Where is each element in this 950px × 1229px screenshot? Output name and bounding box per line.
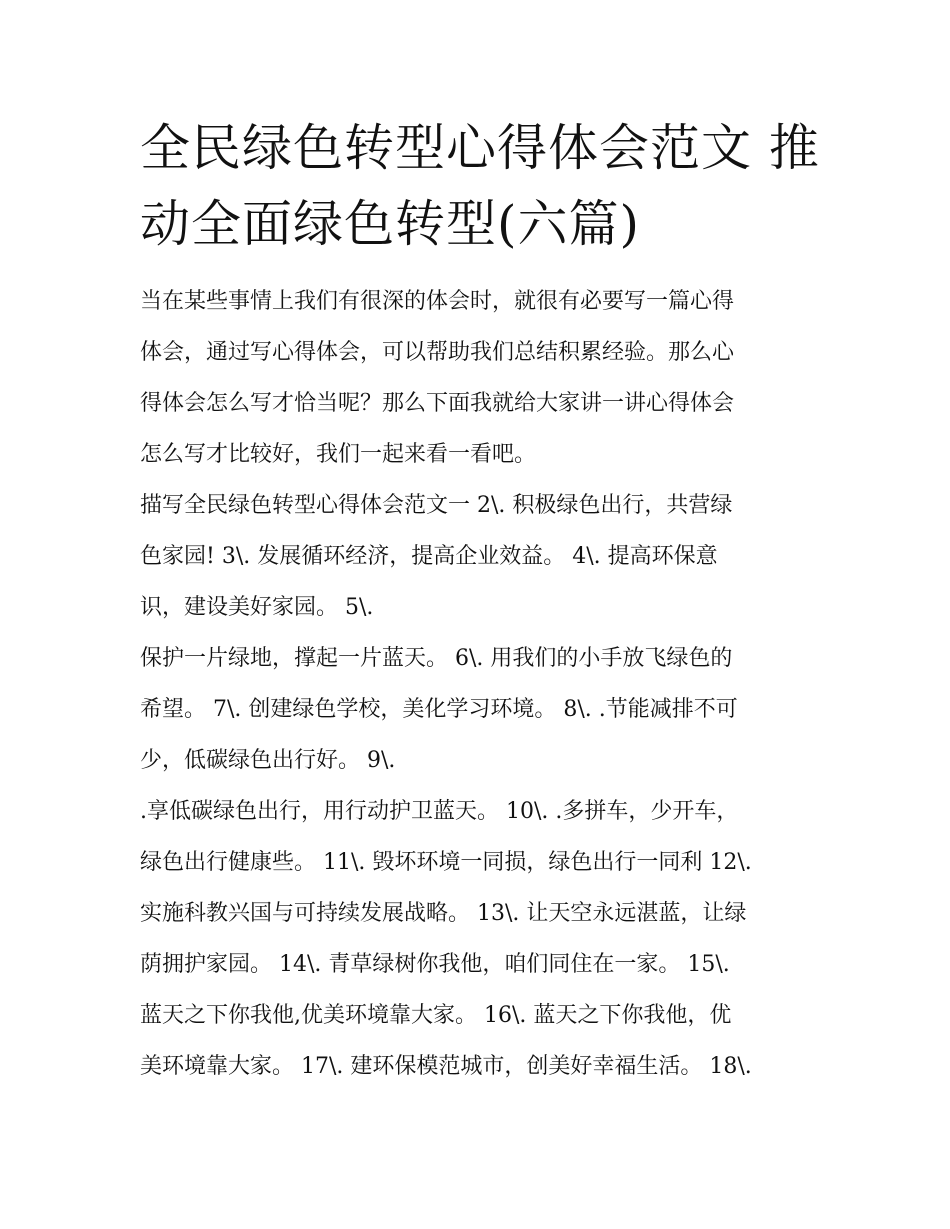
title-line: 动全面绿色转型(六篇): [140, 195, 641, 253]
text-line: 保护一片绿地，撑起一片蓝天。 6\. 用我们的小手放飞绿色的: [140, 646, 733, 671]
document-title: [140, 110, 820, 262]
text-line: 实施科教兴国与可持续发展战略。 13\. 让天空永远湛蓝，让绿: [140, 901, 747, 926]
slogan-paragraph: [140, 786, 820, 1092]
text-line: 体会，通过写心得体会，可以帮助我们总结积累经验。那么心: [140, 340, 735, 365]
document-body: [140, 276, 820, 1092]
text-line: 识，建设美好家园。 5\.: [140, 595, 374, 620]
text-line: .享低碳绿色出行，用行动护卫蓝天。 10\. .多拼车，少开车，: [140, 799, 739, 824]
text-line: 少，低碳绿色出行好。 9\.: [140, 748, 396, 773]
slogan-paragraph: [140, 633, 820, 786]
text-line: 希望。 7\. 创建绿色学校，美化学习环境。 8\. .节能减排不可: [140, 697, 738, 722]
text-line: 描写全民绿色转型心得体会范文一 2\. 积极绿色出行，共营绿: [140, 493, 733, 518]
text-line: 荫拥护家园。 14\. 青草绿树你我他，咱们同住在一家。 15\.: [140, 952, 730, 977]
text-line: 绿色出行健康些。 11\. 毁坏环境一同损，绿色出行一同利 12\.: [140, 850, 752, 875]
text-line: 得体会怎么写才恰当呢？那么下面我就给大家讲一讲心得体会: [140, 391, 735, 416]
slogan-paragraph: [140, 480, 820, 633]
text-line: 怎么写才比较好，我们一起来看一看吧。: [140, 442, 537, 467]
text-line: 蓝天之下你我他,优美环境靠大家。 16\. 蓝天之下你我他，优: [140, 1003, 732, 1028]
intro-paragraph: [140, 276, 820, 480]
text-line: 当在某些事情上我们有很深的体会时，就很有必要写一篇心得: [140, 289, 735, 314]
text-line: 美环境靠大家。 17\. 建环保模范城市，创美好幸福生活。 18\.: [140, 1054, 752, 1079]
title-line: 全民绿色转型心得体会范文 推: [140, 119, 820, 177]
text-line: 色家园! 3\. 发展循环经济，提高企业效益。 4\. 提高环保意: [140, 544, 718, 569]
